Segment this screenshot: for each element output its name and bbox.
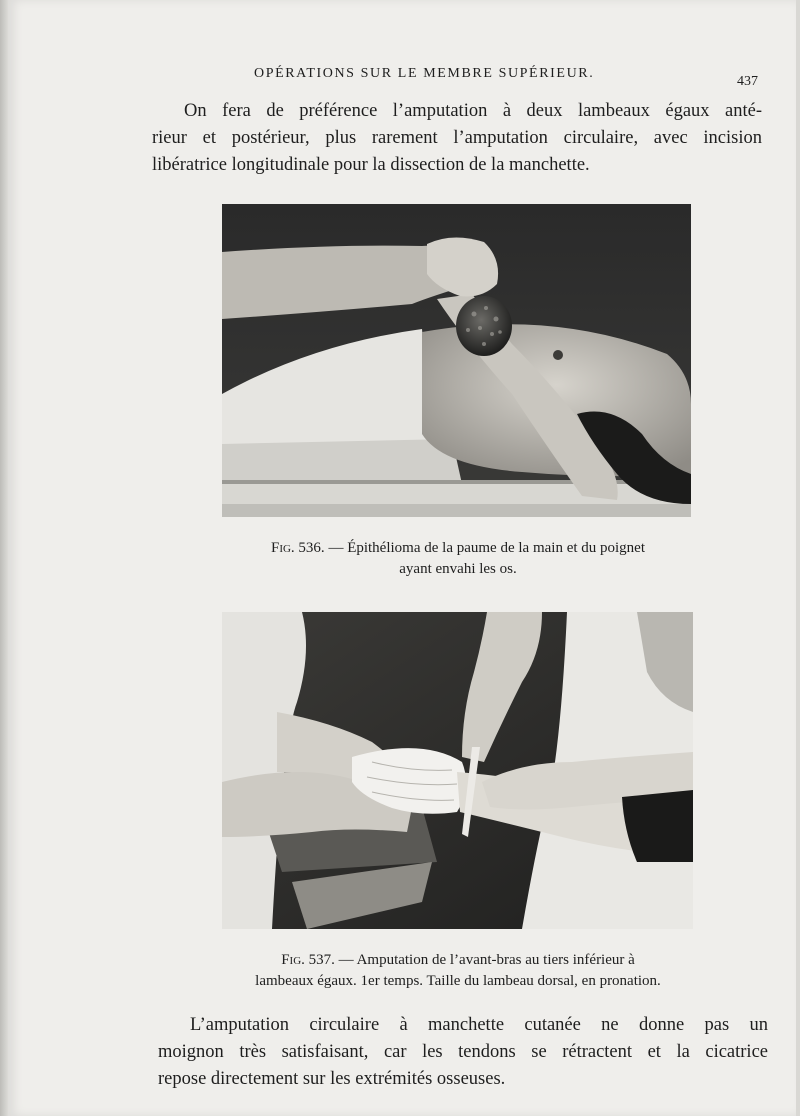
figure-537-caption-line-2: lambeaux égaux. 1er temps. Taille du lambeau dorsal, en pronation.	[255, 973, 661, 989]
running-head: OPÉRATIONS SUR LE MEMBRE SUPÉRIEUR.	[254, 66, 595, 81]
paragraph-1	[152, 98, 762, 179]
figure-537-label: Fig. 537.	[281, 952, 335, 968]
page-number: 437	[737, 74, 758, 89]
figure-536-caption	[216, 538, 700, 580]
figure-536-caption-line-2: ayant envahi les os.	[399, 561, 517, 577]
figure-537-photograph	[222, 612, 693, 929]
figure-537-caption-text-1: — Amputation de l’avant-bras au tiers inférieur à	[338, 952, 635, 968]
figure-536-caption-line-1	[216, 538, 700, 559]
paragraph-2-line-1: L’amputation circulaire à manchette cutanée ne donne pas un	[190, 1015, 768, 1035]
figure-536-caption-text-1: — Épithélioma de la paume de la main et du poignet	[328, 540, 646, 556]
paragraph-1-line-1: On fera de préférence l’amputation à deux lambeaux égaux anté-	[184, 101, 762, 121]
paragraph-1-line-2: rieur et postérieur, plus rarement l’amputation circulaire, avec incision	[152, 128, 762, 148]
figure-536-photograph	[222, 204, 691, 517]
paragraph-2-line-2: moignon très satisfaisant, car les tendons se rétractent et la cicatrice	[158, 1042, 768, 1062]
paragraph-1-line-3: libératrice longitudinale pour la dissection de la manchette.	[152, 155, 590, 175]
paragraph-2-line-3: repose directement sur les extrémités osseuses.	[158, 1069, 506, 1089]
book-binding-edge	[0, 0, 8, 1116]
figure-537-caption	[202, 950, 714, 992]
figure-536-label: Fig. 536.	[270, 540, 325, 556]
figure-537-caption-line-1	[202, 950, 714, 971]
paragraph-2	[158, 1012, 768, 1093]
